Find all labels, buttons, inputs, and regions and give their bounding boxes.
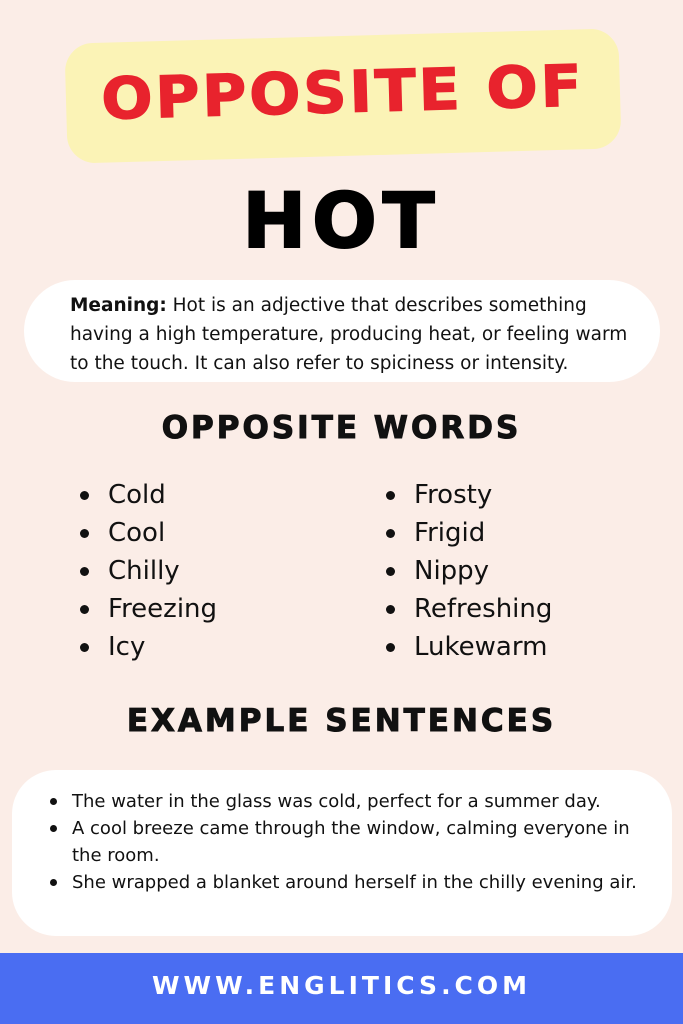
list-item: Refreshing	[386, 590, 552, 628]
example-sentence: A cool breeze came through the window, calming everyone in the room.	[48, 815, 648, 869]
meaning-definition: Hot is an adjective that describes something having a high temperature, producing heat, or feeling warm to the touch. It can also refer to spiciness or intensity.	[70, 295, 628, 374]
example-sentence: She wrapped a blanket around herself in the chilly evening air.	[48, 869, 648, 896]
list-item: Lukewarm	[386, 628, 552, 666]
footer-url-link[interactable]: WWW.ENGLITICS.COM	[151, 971, 532, 1000]
list-item: Freezing	[80, 590, 217, 628]
list-item: Frosty	[386, 476, 552, 514]
title-word: HOT	[242, 176, 441, 265]
title-opposite-of: OPPOSITE OF	[100, 53, 586, 133]
list-item: Cold	[80, 476, 217, 514]
example-sentence: The water in the glass was cold, perfect for a summer day.	[48, 788, 648, 815]
opposite-words-right-list	[386, 476, 552, 666]
opposite-words-heading: OPPOSITE WORDS	[161, 410, 522, 446]
list-item: Chilly	[80, 552, 217, 590]
opposite-words-left-list	[80, 476, 217, 666]
example-sentences-heading: EXAMPLE SENTENCES	[126, 703, 557, 739]
meaning-label: Meaning:	[70, 295, 167, 316]
meaning-text	[70, 291, 645, 378]
list-item: Frigid	[386, 514, 552, 552]
list-item: Nippy	[386, 552, 552, 590]
list-item: Icy	[80, 628, 217, 666]
list-item: Cool	[80, 514, 217, 552]
example-sentences-list	[48, 788, 648, 896]
